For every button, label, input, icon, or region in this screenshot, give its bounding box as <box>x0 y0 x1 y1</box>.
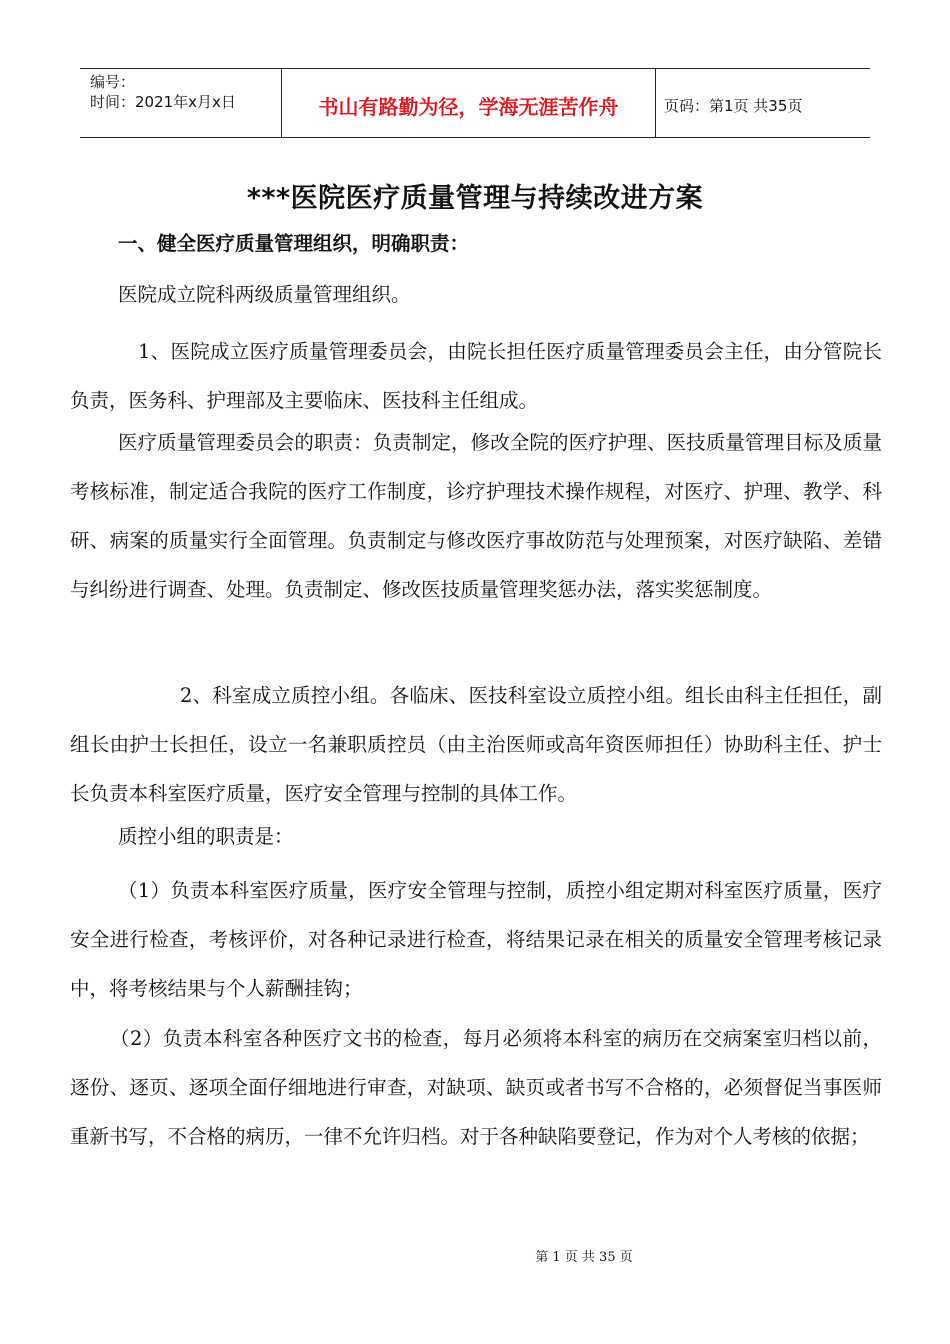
number-label: 编号： <box>90 73 136 91</box>
paragraph: 质控小组的职责是： <box>118 825 294 848</box>
header-meta <box>80 69 282 137</box>
document-header <box>80 68 870 138</box>
paragraph: （2）负责本科室各种医疗文书的检查，每月必须将本科室的病历在交病案室归档以前，逐份、逐页、逐项全面仔细地进行审查，对缺项、缺页或者书写不合格的，必须督促当事医师重新书写，不合格的病历，一律不允许归档。对于各种缺陷要登记，作为对个人考核的依据； <box>70 1027 882 1148</box>
time-label: 时间：2021年x月x日 <box>90 93 236 111</box>
paragraph: 医疗质量管理委员会的职责：负责制定，修改全院的医疗护理、医技质量管理目标及质量考核标准，制定适合我院的医疗工作制度，诊疗护理技术操作规程，对医疗、护理、教学、科研、病案的质量实行全面管理。负责制定与修改医疗事故防范与处理预案，对医疗缺陷、差错与纠纷进行调查、处理。负责制定、修改医技质量管理奖惩办法，落实奖惩制度。 <box>70 431 882 601</box>
header-motto: 书山有路勤为径，学海无涯苦作舟 <box>282 69 656 137</box>
paragraph: 1、医院成立医疗质量管理委员会，由院长担任医疗质量管理委员会主任，由分管院长负责，医务科、护理部及主要临床、医技科主任组成。 <box>70 340 882 412</box>
paragraph: 医院成立院科两级质量管理组织。 <box>118 283 411 306</box>
section-heading: 一、健全医疗质量管理组织，明确职责： <box>118 232 470 255</box>
document-title: ***医院医疗质量管理与持续改进方案 <box>246 183 704 214</box>
page-footer: 第 1 页 共 35 页 <box>535 1250 633 1265</box>
paragraph: 2、科室成立质控小组。各临床、医技科室设立质控小组。组长由科主任担任，副组长由护士长担任，设立一名兼职质控员（由主治医师或高年资医师担任）协助科主任、护士长负责本科室医疗质量，医疗安全管理与控制的具体工作。 <box>70 684 882 805</box>
header-page-code: 页码：第1页 共35页 <box>664 96 803 115</box>
paragraph: （1）负责本科室医疗质量，医疗安全管理与控制，质控小组定期对科室医疗质量，医疗安全进行检查，考核评价，对各种记录进行检查，将结果记录在相关的质量安全管理考核记录中，将考核结果与个人薪酬挂钩； <box>70 879 882 1000</box>
